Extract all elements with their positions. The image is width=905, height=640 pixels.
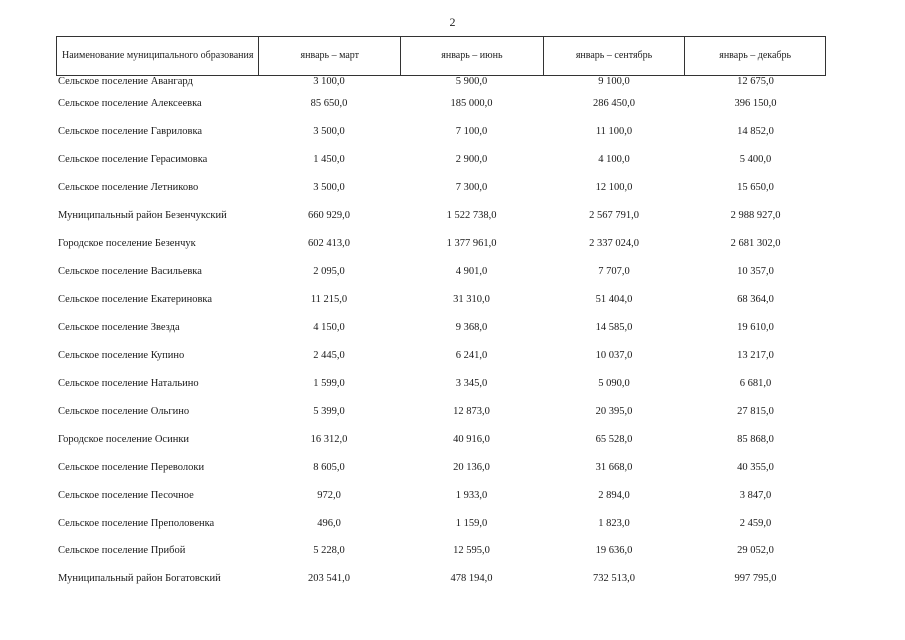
value-y: 5 400,0 [739, 154, 772, 166]
value-h1: 20 136,0 [453, 461, 490, 473]
value-q1: 4 150,0 [313, 321, 345, 333]
value-y: 40 355,0 [737, 461, 774, 473]
municipality-name: Сельское поселение Летниково [58, 182, 199, 194]
value-q1: 496,0 [317, 517, 341, 529]
municipality-name: Муниципальный район Безенчукский [58, 210, 227, 222]
table-row [56, 565, 826, 593]
table-row [56, 174, 826, 202]
value-q3: 9 100,0 [598, 76, 630, 87]
value-y: 997 795,0 [734, 573, 777, 585]
value-q3: 4 100,0 [598, 154, 630, 166]
value-q1: 5 399,0 [313, 405, 345, 417]
municipality-name: Сельское поселение Купино [58, 349, 185, 361]
column-header-q3: январь – сентябрь [543, 37, 685, 75]
value-q1: 2 445,0 [313, 349, 345, 361]
value-h1: 1 159,0 [455, 517, 488, 529]
table-body [56, 76, 826, 593]
value-y: 68 364,0 [737, 294, 774, 306]
value-h1: 9 368,0 [455, 321, 488, 333]
value-h1: 2 900,0 [455, 154, 488, 166]
table-row [56, 202, 826, 230]
table-row [56, 118, 826, 146]
value-y: 3 847,0 [739, 489, 772, 501]
value-q3: 5 090,0 [598, 377, 630, 389]
value-y: 396 150,0 [734, 98, 777, 110]
value-h1: 478 194,0 [450, 573, 493, 585]
value-y: 2 681 302,0 [730, 238, 781, 250]
table-row [56, 314, 826, 342]
value-y: 13 217,0 [737, 349, 774, 361]
value-q3: 1 823,0 [598, 517, 630, 529]
value-h1: 31 310,0 [453, 294, 490, 306]
table-row [56, 341, 826, 369]
value-y: 12 675,0 [737, 76, 774, 87]
municipality-name: Городское поселение Безенчук [58, 238, 196, 250]
municipality-name: Сельское поселение Екатериновка [58, 294, 213, 306]
table-row [56, 286, 826, 314]
table-row [56, 425, 826, 453]
value-q3: 31 668,0 [595, 461, 633, 473]
value-h1: 1 933,0 [455, 489, 488, 501]
value-h1: 6 241,0 [455, 349, 488, 361]
municipality-name: Городское поселение Осинки [58, 433, 190, 445]
municipality-name: Сельское поселение Песочное [58, 489, 194, 501]
value-q1: 8 605,0 [313, 461, 345, 473]
column-header-year: январь – декабрь [684, 37, 825, 75]
column-header-name: Наименование муниципального образования [62, 50, 254, 61]
value-h1: 185 000,0 [450, 98, 493, 110]
value-q1: 1 450,0 [313, 154, 345, 166]
value-q3: 2 337 024,0 [589, 238, 639, 250]
value-y: 2 459,0 [739, 517, 772, 529]
value-y: 19 610,0 [737, 321, 774, 333]
value-h1: 12 595,0 [453, 545, 490, 557]
value-q1: 11 215,0 [310, 294, 348, 306]
value-q3: 10 037,0 [595, 349, 633, 361]
value-q1: 3 100,0 [313, 76, 345, 87]
value-h1: 1 377 961,0 [446, 238, 497, 250]
value-h1: 12 873,0 [453, 405, 490, 417]
value-q3: 20 395,0 [595, 405, 633, 417]
value-y: 14 852,0 [737, 126, 774, 138]
municipality-name: Сельское поселение Герасимовка [58, 154, 208, 166]
value-q3: 11 100,0 [595, 126, 633, 138]
column-header-h1: январь – июнь [400, 37, 543, 75]
value-q1: 85 650,0 [310, 98, 348, 110]
table-row [56, 453, 826, 481]
value-q1: 5 228,0 [313, 545, 345, 557]
table-row [56, 230, 826, 258]
value-q1: 203 541,0 [308, 573, 350, 585]
municipality-name: Сельское поселение Переволоки [58, 461, 205, 473]
table-row [56, 397, 826, 425]
municipality-name: Сельское поселение Алексеевка [58, 98, 202, 110]
municipality-name: Сельское поселение Звезда [58, 321, 180, 333]
value-q1: 972,0 [317, 489, 341, 501]
value-y: 27 815,0 [737, 405, 774, 417]
value-h1: 1 522 738,0 [446, 210, 497, 222]
municipality-name: Сельское поселение Натальино [58, 377, 199, 389]
value-h1: 3 345,0 [455, 377, 488, 389]
value-y: 10 357,0 [737, 266, 774, 278]
value-q3: 732 513,0 [593, 573, 635, 585]
municipality-name: Сельское поселение Гавриловка [58, 126, 203, 138]
value-y: 2 988 927,0 [730, 210, 781, 222]
value-q3: 286 450,0 [593, 98, 635, 110]
column-header-q1: январь – март [258, 37, 400, 75]
value-q3: 14 585,0 [595, 321, 633, 333]
municipality-name: Сельское поселение Авангард [58, 76, 193, 87]
table-row [56, 76, 826, 90]
value-y: 29 052,0 [737, 545, 774, 557]
value-h1: 4 901,0 [455, 266, 488, 278]
table-header [56, 36, 826, 76]
value-q3: 7 707,0 [598, 266, 630, 278]
table-row [56, 146, 826, 174]
value-q3: 19 636,0 [595, 545, 633, 557]
value-h1: 7 300,0 [455, 182, 488, 194]
value-h1: 7 100,0 [455, 126, 488, 138]
value-y: 15 650,0 [737, 182, 774, 194]
table-row [56, 90, 826, 118]
value-h1: 5 900,0 [455, 76, 488, 87]
value-q3: 65 528,0 [595, 433, 633, 445]
value-q3: 51 404,0 [595, 294, 633, 306]
municipality-name: Сельское поселение Васильевка [58, 266, 202, 278]
table-row [56, 258, 826, 286]
municipality-name: Муниципальный район Богатовский [58, 573, 221, 585]
municipality-name: Сельское поселение Преполовенка [58, 517, 215, 529]
value-q3: 12 100,0 [595, 182, 633, 194]
page-number: 2 [449, 15, 456, 29]
value-q1: 2 095,0 [313, 266, 345, 278]
municipality-name: Сельское поселение Ольгино [58, 405, 190, 417]
value-q1: 660 929,0 [308, 210, 350, 222]
value-q1: 16 312,0 [310, 433, 348, 445]
municipality-name: Сельское поселение Прибой [58, 545, 186, 557]
table-row [56, 369, 826, 397]
table-row [56, 537, 826, 565]
value-y: 6 681,0 [739, 377, 772, 389]
value-y: 85 868,0 [737, 433, 774, 445]
value-q1: 3 500,0 [313, 126, 345, 138]
value-h1: 40 916,0 [453, 433, 490, 445]
value-q1: 3 500,0 [313, 182, 345, 194]
table-row [56, 481, 826, 509]
value-q1: 602 413,0 [308, 238, 350, 250]
table-row [56, 509, 826, 537]
value-q3: 2 567 791,0 [589, 210, 639, 222]
value-q1: 1 599,0 [313, 377, 345, 389]
value-q3: 2 894,0 [598, 489, 630, 501]
